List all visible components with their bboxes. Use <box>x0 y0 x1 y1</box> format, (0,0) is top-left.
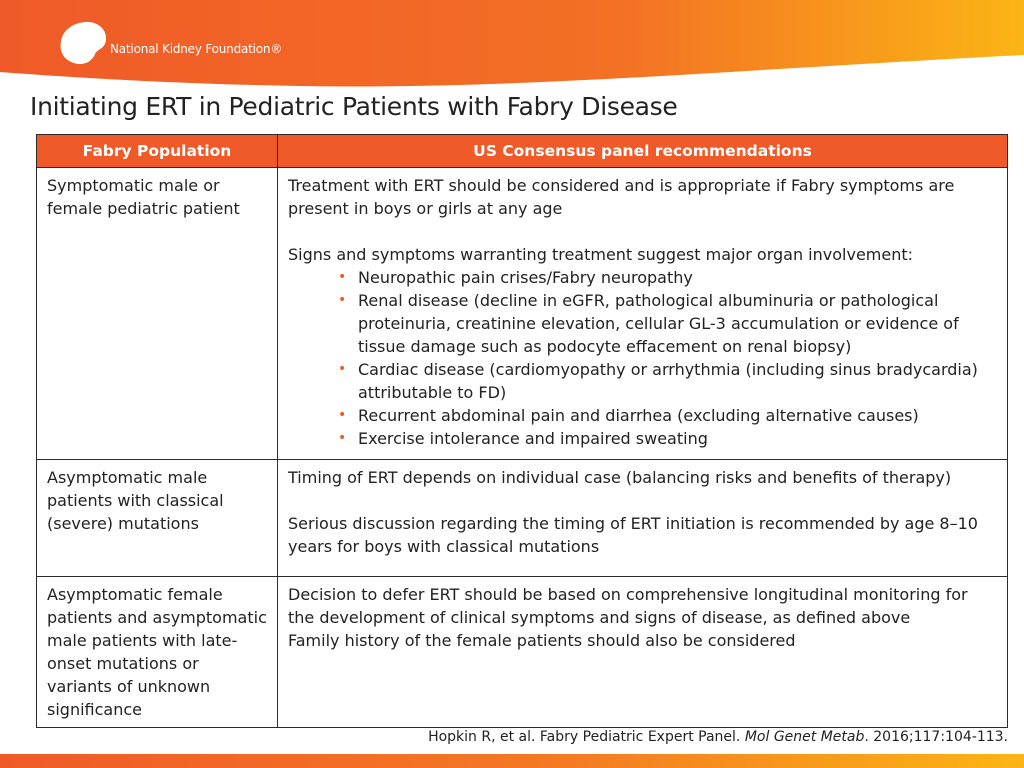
list-item-text: Neuropathic pain crises/Fabry neuropathy <box>358 268 693 287</box>
list-item-text: Renal disease (decline in eGFR, pathological albuminuria or pathological proteinuria, creatinine elevation, cellular GL-3 accumulation or evidence of tissue damage such as podocyte effacement on renal biopsy) <box>358 291 959 356</box>
population-text: Asymptomatic male patients with classical (severe) mutations <box>47 468 224 533</box>
recommendation-text: Signs and symptoms warranting treatment suggest major organ involvement: <box>288 245 914 264</box>
recommendation-text: Timing of ERT depends on individual case (balancing risks and benefits of therapy) <box>288 468 952 487</box>
table-row <box>37 168 1008 460</box>
list-item-text: Recurrent abdominal pain and diarrhea (excluding alternative causes) <box>358 406 919 425</box>
list-item <box>338 404 997 427</box>
recommendation-cell <box>278 168 1008 460</box>
bullet-icon: • <box>338 292 347 308</box>
bullet-icon: • <box>338 430 347 446</box>
population-text: Asymptomatic female patients and asymptomatic male patients with late-onset mutations or variants of unknown significance <box>47 585 267 719</box>
population-cell <box>37 577 278 728</box>
bullet-icon: • <box>338 269 347 285</box>
population-text: Symptomatic male or female pediatric patient <box>47 176 240 218</box>
list-item-text: Exercise intolerance and impaired sweating <box>358 429 708 448</box>
symptom-list <box>288 266 997 450</box>
citation-journal: Mol Genet Metab <box>744 729 865 745</box>
column-header-population: Fabry Population <box>37 135 278 168</box>
recommendation-text: Decision to defer ERT should be based on comprehensive longitudinal monitoring for the development of clinical symptoms and signs of disease, as defined above <box>288 585 968 627</box>
recommendation-text: Serious discussion regarding the timing of ERT initiation is recommended by age 8–10 years for boys with classical mutations <box>288 514 978 556</box>
recommendation-cell <box>278 577 1008 728</box>
population-cell <box>37 460 278 577</box>
list-item <box>338 358 997 404</box>
citation <box>428 729 1008 745</box>
bullet-icon: • <box>338 407 347 423</box>
page-title: Initiating ERT in Pediatric Patients with Fabry Disease <box>30 92 678 121</box>
recommendation-text: Treatment with ERT should be considered and is appropriate if Fabry symptoms are present in boys or girls at any age <box>288 176 955 218</box>
table-row <box>37 460 1008 577</box>
list-item <box>338 266 997 289</box>
table-header-row <box>37 135 1008 168</box>
recommendation-cell <box>278 460 1008 577</box>
brand-name: National Kidney Foundation® <box>110 42 283 56</box>
list-item <box>338 427 997 450</box>
list-item-text: Cardiac disease (cardiomyopathy or arrhythmia (including sinus bradycardia) attributable to FD) <box>358 360 978 402</box>
population-cell <box>37 168 278 460</box>
recommendations-table <box>36 134 1008 728</box>
column-header-recommendations: US Consensus panel recommendations <box>278 135 1008 168</box>
footer-band <box>0 754 1024 768</box>
recommendation-text: Family history of the female patients should also be considered <box>288 631 796 650</box>
kidney-logo-icon <box>57 19 113 67</box>
citation-authors: Hopkin R, et al. Fabry Pediatric Expert Panel. <box>428 729 745 745</box>
table-row <box>37 577 1008 728</box>
citation-details: . 2016;117:104-113. <box>864 729 1008 745</box>
list-item <box>338 289 997 358</box>
bullet-icon: • <box>338 361 347 377</box>
